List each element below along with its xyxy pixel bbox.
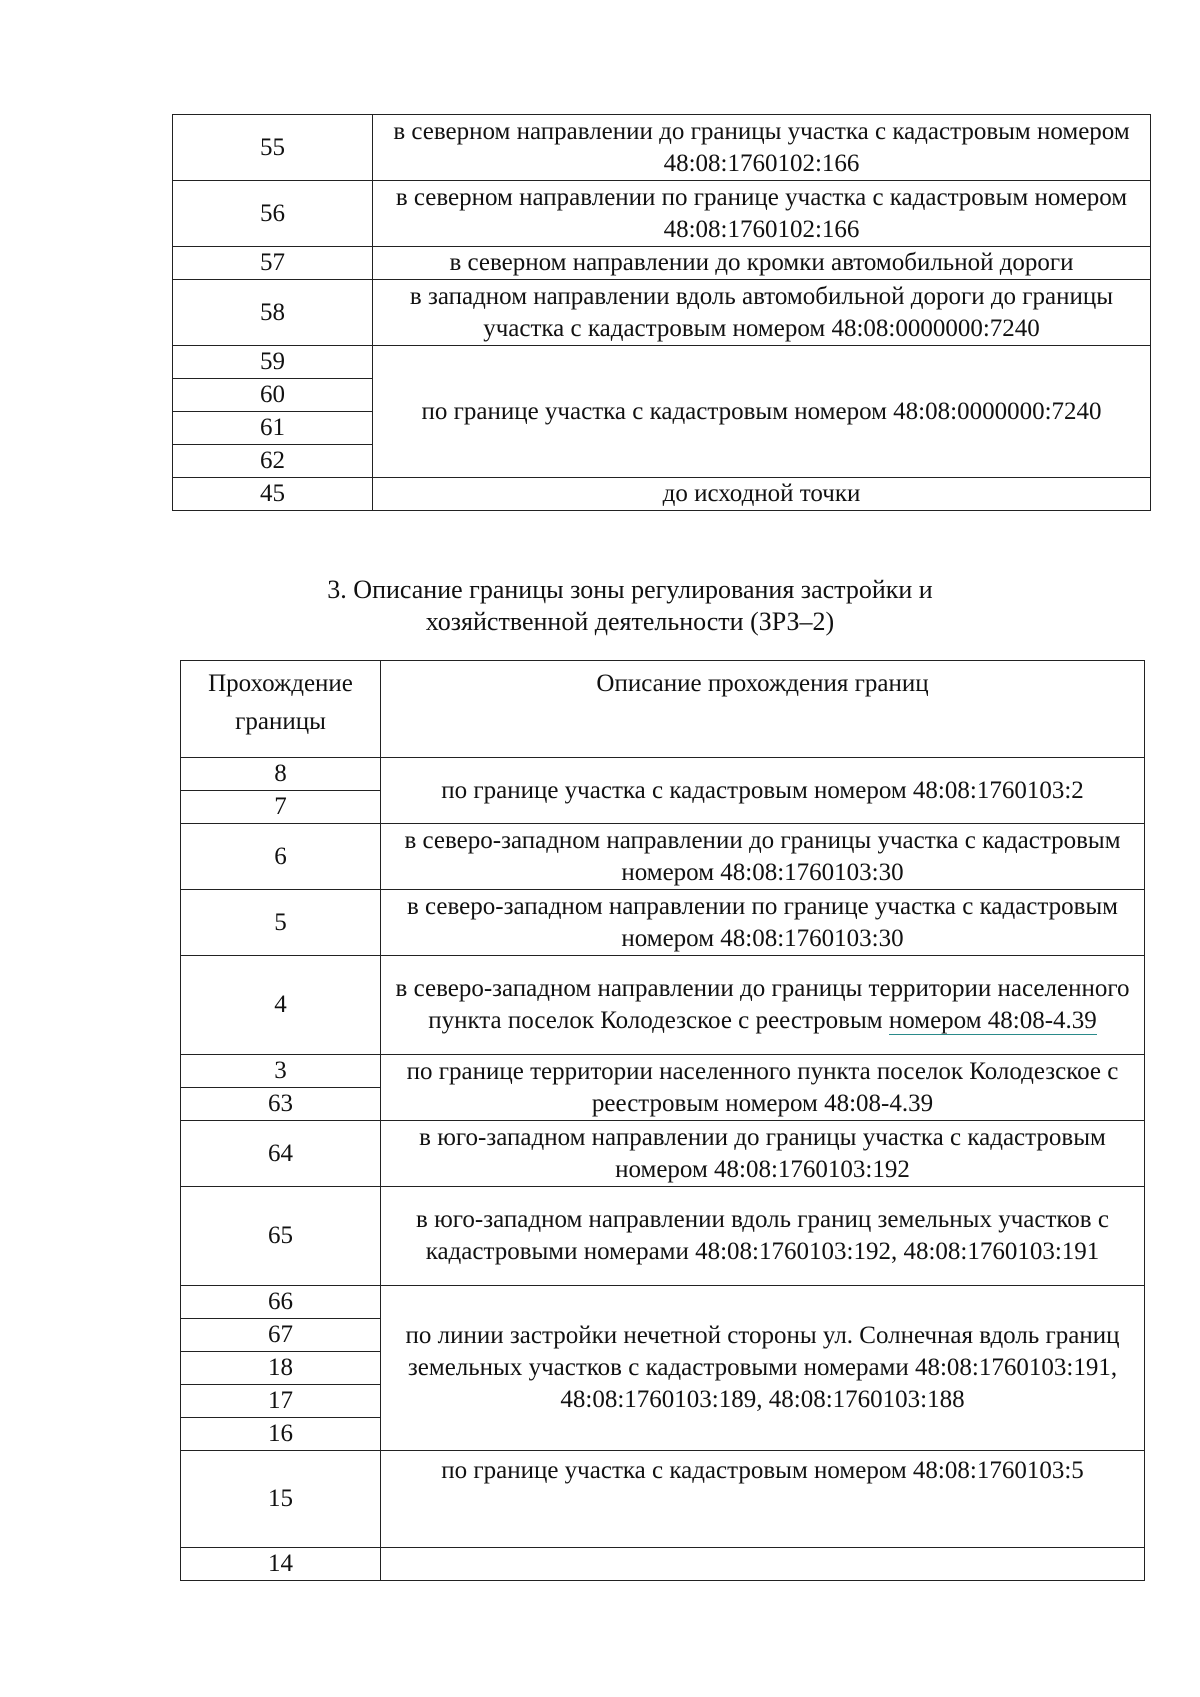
point-number: 57 (173, 247, 373, 280)
boundary-description: в северо-западном направлении до границы участка с кадастровым номером 48:08:1760103:30 (381, 824, 1145, 890)
table-row (173, 280, 1151, 346)
boundary-description: до исходной точки (373, 478, 1151, 511)
point-number: 66 (181, 1286, 381, 1319)
registry-number-text: номером 48:08-4.39 (888, 1007, 1097, 1034)
point-number: 14 (181, 1548, 381, 1581)
table-row (181, 824, 1145, 890)
boundary-description: в северном направлении до кромки автомобильной дороги (373, 247, 1151, 280)
table-row (181, 758, 1145, 791)
point-number: 63 (181, 1088, 381, 1121)
table-row (181, 1055, 1145, 1088)
boundary-table-2 (180, 660, 1145, 1581)
point-number: 67 (181, 1319, 381, 1352)
point-number: 56 (173, 181, 373, 247)
boundary-description: по границе участка с кадастровым номером 48:08:1760103:5 (381, 1451, 1145, 1548)
table-row (181, 1548, 1145, 1581)
point-number: 4 (181, 956, 381, 1055)
point-number: 45 (173, 478, 373, 511)
boundary-description: в северо-западном направлении по границе участка с кадастровым номером 48:08:1760103:30 (381, 890, 1145, 956)
point-number: 16 (181, 1418, 381, 1451)
point-number: 62 (173, 445, 373, 478)
table-header-row (181, 661, 1145, 758)
point-number: 8 (181, 758, 381, 791)
section-heading-line-2: хозяйственной деятельности (ЗРЗ–2) (425, 607, 835, 636)
column-header-description: Описание прохождения границ (381, 661, 1145, 758)
point-number: 59 (173, 346, 373, 379)
boundary-description: по границе территории населенного пункта поселок Колодезское с реестровым номером 48:08-4.39 (381, 1055, 1145, 1121)
table-row (181, 956, 1145, 1055)
table-row (173, 115, 1151, 181)
boundary-description: в западном направлении вдоль автомобильной дороги до границы участка с кадастровым номером 48:08:0000000:7240 (373, 280, 1151, 346)
boundary-description (381, 1548, 1145, 1581)
boundary-description: в северном направлении по границе участка с кадастровым номером 48:08:1760102:166 (373, 181, 1151, 247)
table-row (173, 478, 1151, 511)
table-row (181, 890, 1145, 956)
boundary-table-1 (172, 114, 1151, 511)
column-header-passage: Прохождение границы (181, 661, 381, 758)
point-number: 7 (181, 791, 381, 824)
point-number: 55 (173, 115, 373, 181)
boundary-description (381, 956, 1145, 1055)
point-number: 15 (181, 1451, 381, 1548)
table-row (173, 181, 1151, 247)
table-row (181, 1451, 1145, 1548)
point-number: 3 (181, 1055, 381, 1088)
point-number: 61 (173, 412, 373, 445)
point-number: 64 (181, 1121, 381, 1187)
boundary-description: по линии застройки нечетной стороны ул. Солнечная вдоль границ земельных участков с кадастровыми номерами 48:08:1760103:191, 48:08:1760103:189, 48:08:1760103:188 (381, 1286, 1145, 1451)
point-number: 65 (181, 1187, 381, 1286)
table-row (181, 1121, 1145, 1187)
table-row (181, 1187, 1145, 1286)
point-number: 6 (181, 824, 381, 890)
boundary-description: по границе участка с кадастровым номером 48:08:0000000:7240 (373, 346, 1151, 478)
point-number: 17 (181, 1385, 381, 1418)
boundary-description: по границе участка с кадастровым номером 48:08:1760103:2 (381, 758, 1145, 824)
point-number: 18 (181, 1352, 381, 1385)
section-heading (0, 574, 1200, 638)
table-row (173, 247, 1151, 280)
boundary-description: в юго-западном направлении вдоль границ земельных участков с кадастровыми номерами 48:08:1760103:192, 48:08:1760103:191 (381, 1187, 1145, 1286)
point-number: 5 (181, 890, 381, 956)
point-number: 58 (173, 280, 373, 346)
table-row (173, 346, 1151, 379)
section-heading-line-1: 3. Описание границы зоны регулирования застройки и (327, 575, 933, 604)
table-row (181, 1286, 1145, 1319)
point-number: 60 (173, 379, 373, 412)
description-text: в северо-западном направлении до границы территории населенного пункта поселок Колодезское с реестровым (395, 975, 1130, 1034)
boundary-description: в северном направлении до границы участка с кадастровым номером 48:08:1760102:166 (373, 115, 1151, 181)
boundary-description: в юго-западном направлении до границы участка с кадастровым номером 48:08:1760103:192 (381, 1121, 1145, 1187)
